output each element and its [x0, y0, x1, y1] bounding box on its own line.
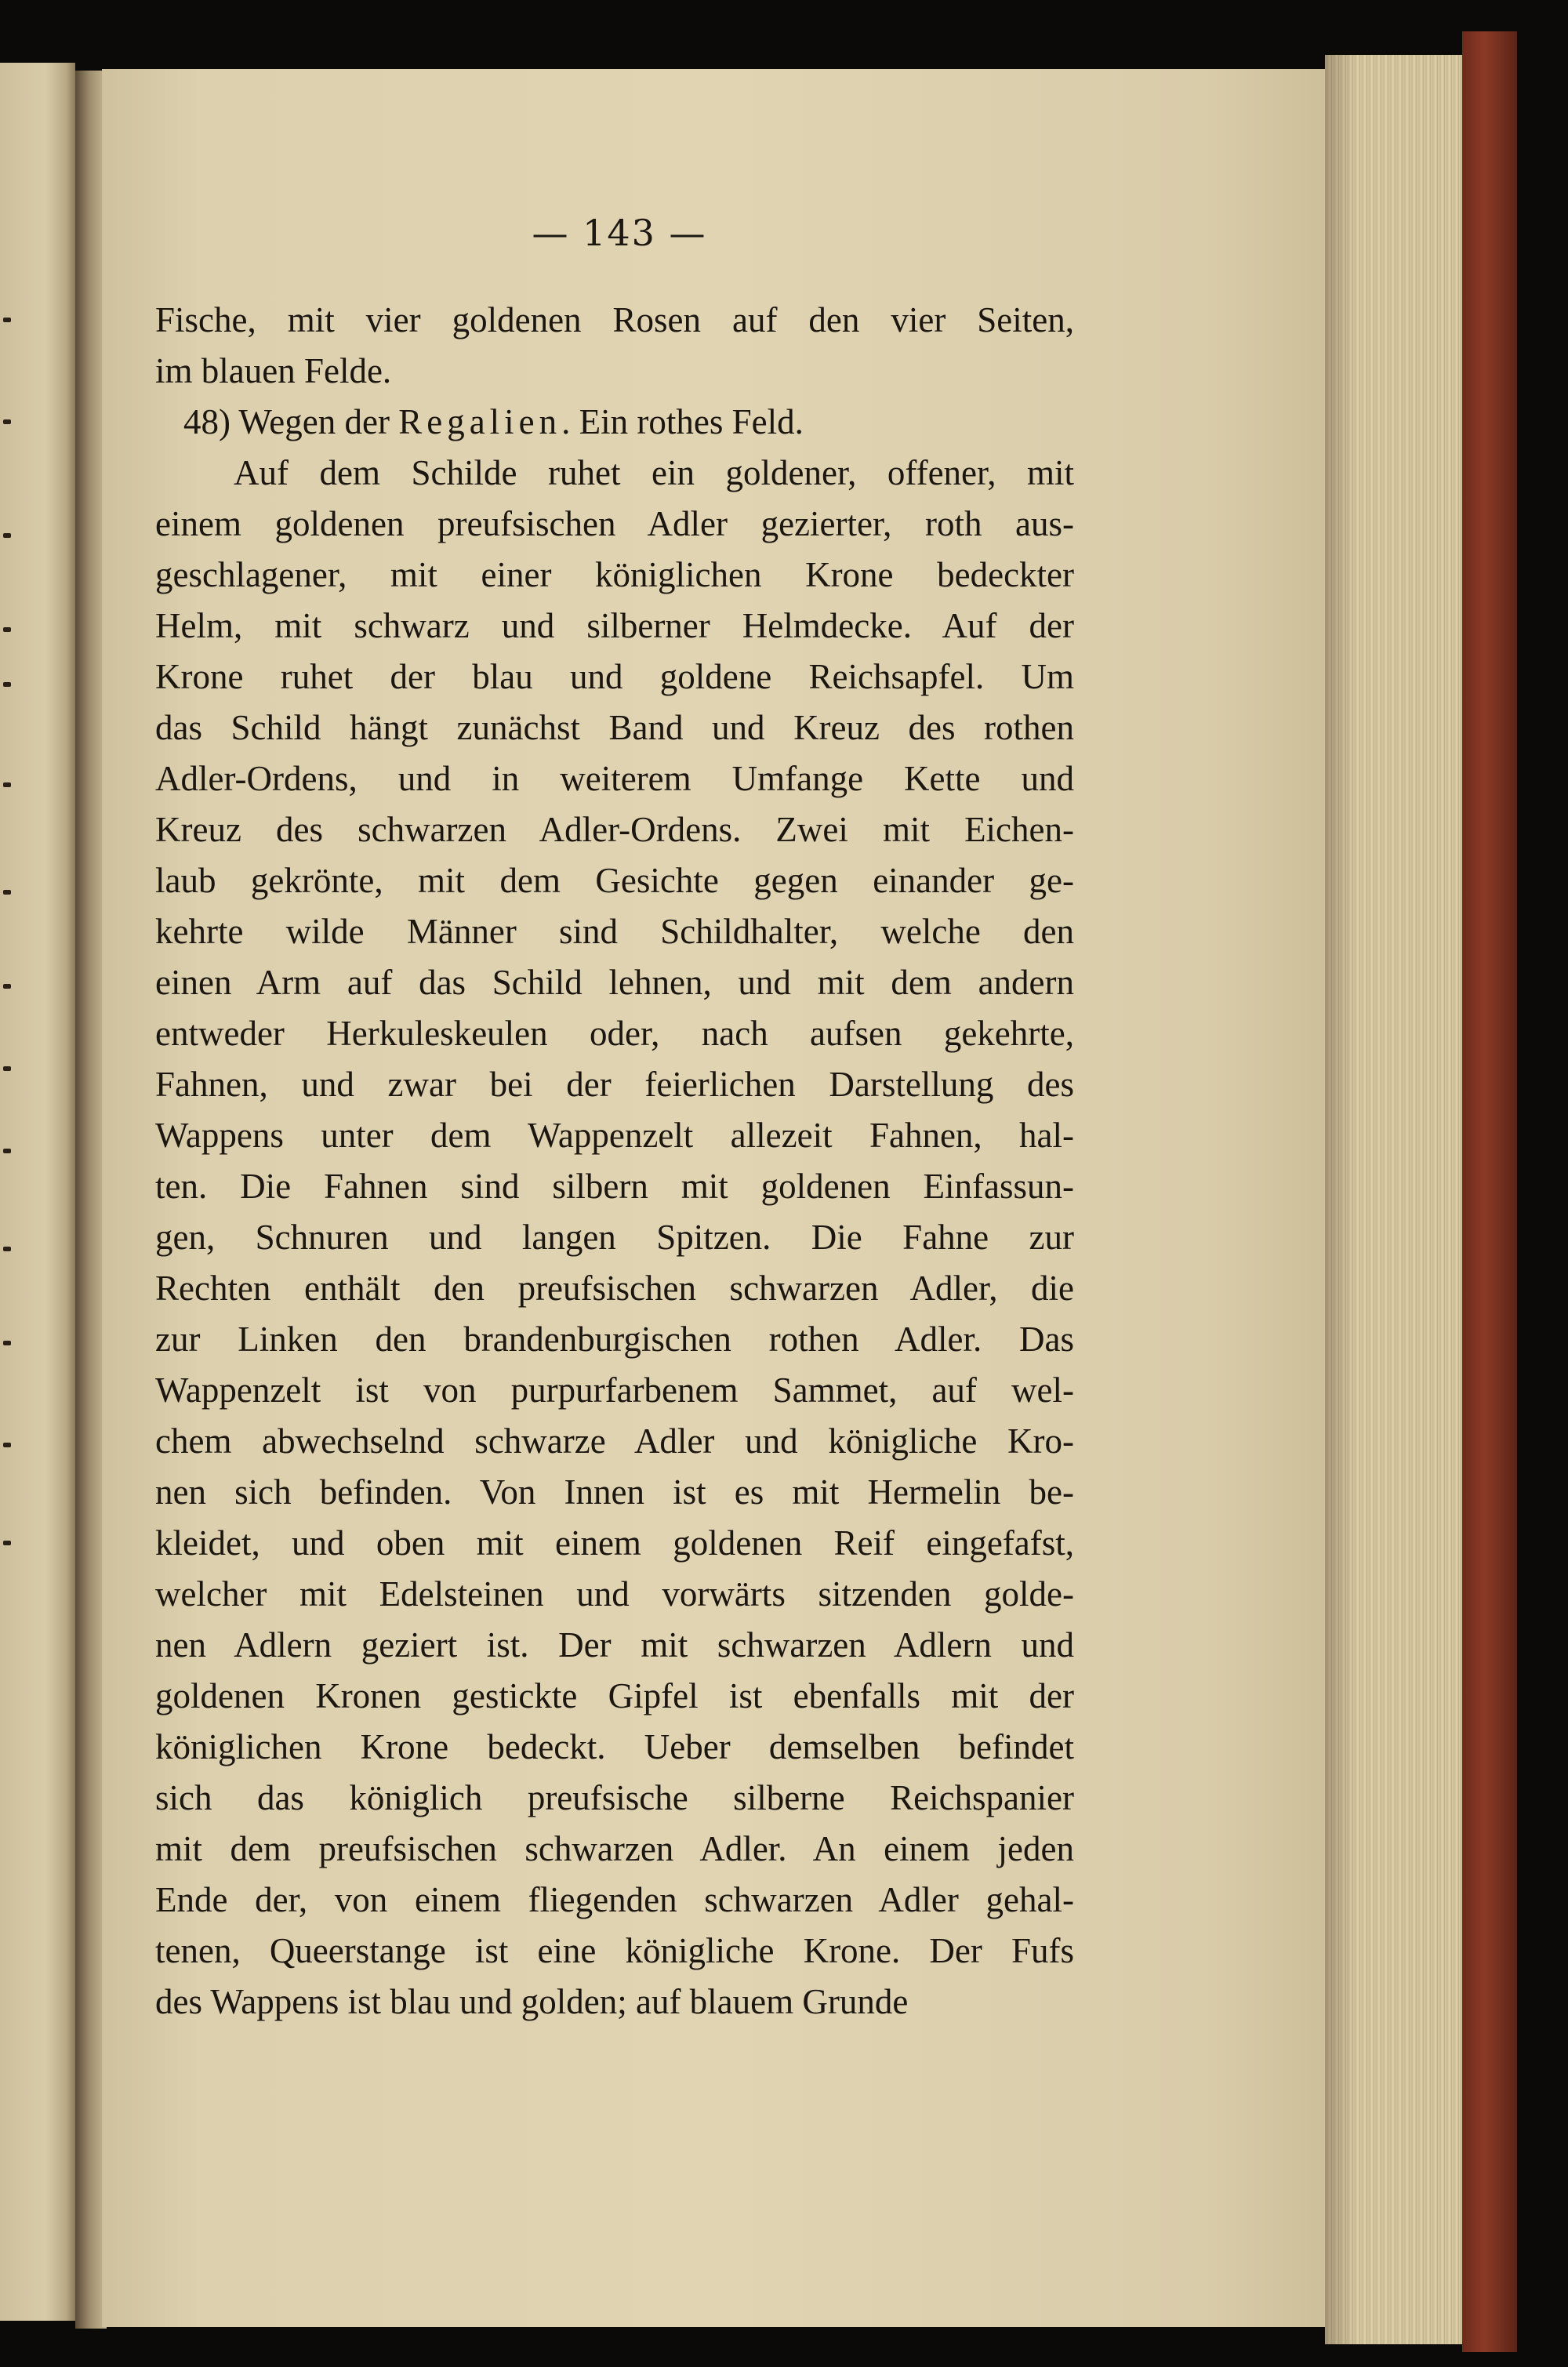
fore-edge-shadow	[1325, 55, 1356, 2344]
text-line: kleidet, und oben mit einem goldenen Reif eingefafst,	[155, 1523, 1074, 1563]
text-line: Krone ruhet der blau und goldene Reichsapfel. Um	[155, 657, 1074, 696]
text-line: Wappenzelt ist von purpurfarbenem Sammet, auf wel-	[155, 1370, 1074, 1410]
body-text	[155, 295, 1074, 2028]
text-line: ten. Die Fahnen sind silbern mit goldenen Einfassun-	[155, 1167, 1074, 1206]
section-heading-prefix: 48) Wegen der	[183, 402, 390, 441]
text-line: welcher mit Edelsteinen und vorwärts sitzenden golde-	[155, 1574, 1074, 1614]
text-line: entweder Herkuleskeulen oder, nach aufsen gekehrte,	[155, 1014, 1074, 1053]
page-number: — 143 —	[532, 212, 707, 254]
text-line: Adler-Ordens, und in weiterem Umfange Kette und	[155, 759, 1074, 798]
text-line: das Schild hängt zunächst Band und Kreuz des rothen	[155, 708, 1074, 747]
left-page-edge	[0, 63, 75, 2321]
text-line: königlichen Krone bedeckt. Ueber demselben befindet	[155, 1727, 1074, 1766]
text-line: mit dem preufsischen schwarzen Adler. An einem jeden	[155, 1829, 1074, 1868]
text-line: einen Arm auf das Schild lehnen, und mit dem andern	[155, 963, 1074, 1002]
text-line: sich das königlich preufsische silberne Reichspanier	[155, 1778, 1074, 1817]
text-line: Rechten enthält den preufsischen schwarzen Adler, die	[155, 1269, 1074, 1308]
text-line	[155, 397, 1074, 448]
text-line: nen sich befinden. Von Innen ist es mit Hermelin be-	[155, 1472, 1074, 1512]
text-line: kehrte wilde Männer sind Schildhalter, welche den	[155, 912, 1074, 951]
text-line: nen Adlern geziert ist. Der mit schwarzen Adlern und	[155, 1625, 1074, 1665]
text-line: zur Linken den brandenburgischen rothen Adler. Das	[155, 1320, 1074, 1359]
book-cover-edge	[1462, 31, 1517, 2352]
text-line: Fahnen, und zwar bei der feierlichen Darstellung des	[155, 1065, 1074, 1104]
text-line: im blauen Felde.	[155, 351, 392, 390]
text-line: goldenen Kronen gestickte Gipfel ist ebenfalls mit der	[155, 1676, 1074, 1715]
text-line: gen, Schnuren und langen Spitzen. Die Fahne zur	[155, 1218, 1074, 1257]
text-line: geschlagener, mit einer königlichen Krone bedeckter	[155, 555, 1074, 594]
section-heading-keyword: Regalien	[398, 402, 562, 441]
text-line: des Wappens ist blau und golden; auf blauem Grunde	[155, 1982, 909, 2021]
text-line: Wappens unter dem Wappenzelt allezeit Fahnen, hal-	[155, 1116, 1074, 1155]
text-line: tenen, Queerstange ist eine königliche Krone. Der Fufs	[155, 1931, 1074, 1970]
text-line: Auf dem Schilde ruhet ein goldener, offener, mit	[234, 453, 1074, 492]
section-heading-suffix: . Ein rothes Feld.	[561, 402, 804, 441]
text-line: laub gekrönte, mit dem Gesichte gegen einander ge-	[155, 861, 1074, 900]
text-line: chem abwechselnd schwarze Adler und königliche Kro-	[155, 1421, 1074, 1461]
text-line: Helm, mit schwarz und silberner Helmdecke. Auf der	[155, 606, 1074, 645]
text-line: Ende der, von einem fliegenden schwarzen Adler gehal-	[155, 1880, 1074, 1919]
text-line: Fische, mit vier goldenen Rosen auf den vier Seiten,	[155, 300, 1074, 339]
text-line: einem goldenen preufsischen Adler gezierter, roth aus-	[155, 504, 1074, 543]
text-line: Kreuz des schwarzen Adler-Ordens. Zwei mit Eichen-	[155, 810, 1074, 849]
